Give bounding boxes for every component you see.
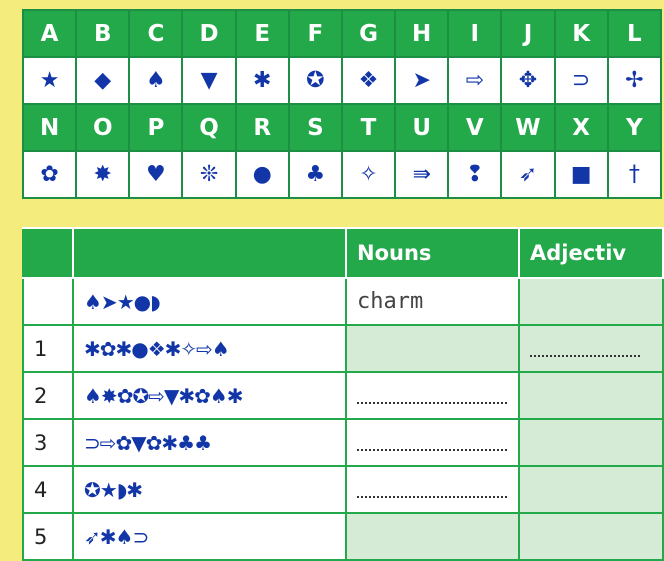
cipher-symbol: ❢ xyxy=(448,151,501,198)
cipher-symbol: ➤ xyxy=(395,57,448,104)
cipher-symbol: ✥ xyxy=(501,57,554,104)
coded-word: ⊃⇨✿▼✿✱♣♣ xyxy=(73,419,346,466)
puzzle-row xyxy=(23,513,663,560)
cipher-letter: Q xyxy=(182,104,235,151)
cipher-key-table xyxy=(22,9,662,199)
cipher-letter: N xyxy=(23,104,76,151)
cipher-symbol: ✪ xyxy=(289,57,342,104)
puzzle-header-row xyxy=(23,228,663,278)
cipher-letter: T xyxy=(342,104,395,151)
cipher-symbol: † xyxy=(608,151,661,198)
cipher-letter: W xyxy=(501,104,554,151)
adjective-cell xyxy=(519,372,663,419)
cipher-symbol: ✿ xyxy=(23,151,76,198)
puzzle-row xyxy=(23,466,663,513)
coded-word: ✱✿✱●❖✱✧⇨♠ xyxy=(73,325,346,372)
cipher-letter: G xyxy=(342,10,395,57)
noun-answer: charm xyxy=(346,278,519,325)
noun-answer-field[interactable] xyxy=(346,419,519,466)
cipher-symbol: ✸ xyxy=(76,151,129,198)
cipher-letter: F xyxy=(289,10,342,57)
row-number xyxy=(23,278,73,325)
cipher-letter: I xyxy=(448,10,501,57)
cipher-letter: L xyxy=(608,10,661,57)
adjective-cell xyxy=(519,419,663,466)
cipher-symbol: ➶ xyxy=(501,151,554,198)
cipher-symbol: ✱ xyxy=(236,57,289,104)
cipher-letter: D xyxy=(182,10,235,57)
puzzle-row xyxy=(23,325,663,372)
cipher-letter: O xyxy=(76,104,129,151)
cipher-symbol: ♣ xyxy=(289,151,342,198)
noun-answer-field[interactable] xyxy=(346,466,519,513)
cipher-letter: R xyxy=(236,104,289,151)
noun-cell xyxy=(346,513,519,560)
coded-word: ➶✱♠⊃ xyxy=(73,513,346,560)
adjective-answer-field[interactable] xyxy=(519,325,663,372)
cipher-symbol: ● xyxy=(236,151,289,198)
cipher-symbol: ♥ xyxy=(129,151,182,198)
row-number: 2 xyxy=(23,372,73,419)
row-number: 5 xyxy=(23,513,73,560)
coded-word: ♠✸✿✪⇨▼✱✿♠✱ xyxy=(73,372,346,419)
cipher-symbol: ✧ xyxy=(342,151,395,198)
puzzle-row xyxy=(23,372,663,419)
cipher-letter: V xyxy=(448,104,501,151)
cipher-symbol: ❊ xyxy=(182,151,235,198)
coded-word: ✪★◗✱ xyxy=(73,466,346,513)
cipher-symbol: ❖ xyxy=(342,57,395,104)
row-number: 3 xyxy=(23,419,73,466)
cipher-letter: H xyxy=(395,10,448,57)
cipher-symbol: ✢ xyxy=(608,57,661,104)
cipher-symbol-row xyxy=(23,57,661,104)
header-adjectives: Adjectiv xyxy=(519,228,663,278)
cipher-symbol: ♠ xyxy=(129,57,182,104)
word-puzzle-table xyxy=(22,227,664,561)
cipher-symbol: ★ xyxy=(23,57,76,104)
cipher-letter: B xyxy=(76,10,129,57)
cipher-letter-row xyxy=(23,104,661,151)
adjective-cell xyxy=(519,513,663,560)
cipher-symbol: ■ xyxy=(555,151,608,198)
cipher-letter: C xyxy=(129,10,182,57)
example-row xyxy=(23,278,663,325)
cipher-symbol: ◆ xyxy=(76,57,129,104)
puzzle-row xyxy=(23,419,663,466)
cipher-letter: Y xyxy=(608,104,661,151)
noun-cell xyxy=(346,325,519,372)
cipher-letter-row xyxy=(23,10,661,57)
cipher-letter: P xyxy=(129,104,182,151)
cipher-letter: A xyxy=(23,10,76,57)
cipher-letter: J xyxy=(501,10,554,57)
noun-answer-field[interactable] xyxy=(346,372,519,419)
adjective-cell xyxy=(519,278,663,325)
row-number: 1 xyxy=(23,325,73,372)
cipher-symbol: ▼ xyxy=(182,57,235,104)
cipher-symbol: ⊃ xyxy=(555,57,608,104)
adjective-cell xyxy=(519,466,663,513)
header-code xyxy=(73,228,346,278)
cipher-letter: X xyxy=(555,104,608,151)
cipher-symbol: ⇛ xyxy=(395,151,448,198)
header-num xyxy=(23,228,73,278)
coded-word: ♠➤★●◗ xyxy=(73,278,346,325)
cipher-letter: U xyxy=(395,104,448,151)
cipher-symbol: ⇨ xyxy=(448,57,501,104)
header-nouns: Nouns xyxy=(346,228,519,278)
cipher-symbol-row xyxy=(23,151,661,198)
cipher-letter: K xyxy=(555,10,608,57)
cipher-letter: S xyxy=(289,104,342,151)
row-number: 4 xyxy=(23,466,73,513)
cipher-letter: E xyxy=(236,10,289,57)
